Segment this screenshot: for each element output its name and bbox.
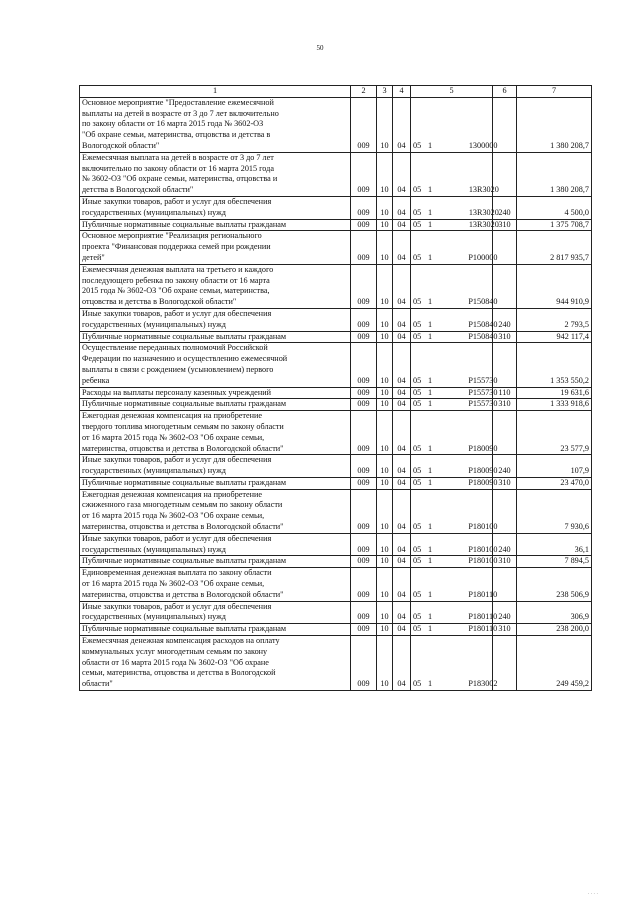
ministry-code: 009: [351, 264, 377, 308]
ministry-code: 009: [351, 568, 377, 601]
section-code: 10: [377, 219, 393, 231]
subsection-code: 04: [393, 411, 411, 455]
section-code: 10: [377, 556, 393, 568]
expense-type-code: 310: [493, 399, 517, 411]
target-article-part: P1: [468, 319, 477, 329]
row-name: Иные закупки товаров, работ и услуг для обеспечения государственных (муниципальных) нужд: [80, 533, 351, 556]
table-row: [80, 533, 592, 556]
target-article-code: [411, 196, 499, 219]
table-row: [80, 477, 592, 489]
row-name: Публичные нормативные социальные выплаты гражданам: [80, 219, 351, 231]
row-name: Основное мероприятие "Предоставление ежемесячной выплаты на детей в возрасте от 3 до 7 лет включительно по закону области от 16 марта 2015 года № 3602-ОЗ "Об охране семьи, материнства, отцовства и детства в Вологодской области": [80, 97, 351, 152]
header-cell: 6: [493, 86, 517, 98]
amount: 944 910,9: [517, 264, 592, 308]
section-code: 10: [377, 196, 393, 219]
section-code: 10: [377, 231, 393, 264]
header-cell: 4: [393, 86, 411, 98]
target-article-part: P1: [468, 252, 477, 262]
row-name: Ежемесячная денежная выплата на третьего и каждого последующего ребенка по закону области от 16 марта 2015 года № 3602-ОЗ "Об охране семьи, материнства, отцовства и детства в Вологодской области": [80, 264, 351, 308]
target-article-part: 1: [428, 252, 433, 262]
target-article-part: 55730: [477, 387, 498, 397]
target-article-part: P1: [468, 624, 477, 634]
target-article-part: 1: [428, 399, 433, 409]
target-article-code: [411, 331, 498, 343]
ministry-code: 009: [351, 331, 377, 343]
target-article-code: [411, 308, 498, 331]
section-code: 10: [377, 533, 393, 556]
table-row: [80, 636, 592, 691]
section-code: 10: [377, 601, 393, 624]
subsection-code: 04: [393, 399, 411, 411]
target-article-part: 1: [428, 185, 433, 195]
row-name: Иные закупки товаров, работ и услуг для обеспечения государственных (муниципальных) нужд: [80, 601, 351, 624]
target-article-part: 13: [468, 219, 477, 229]
target-article-part: 05: [413, 589, 422, 599]
section-code: 10: [377, 411, 393, 455]
amount: 23 577,9: [517, 411, 592, 455]
target-article-part: 13: [468, 140, 477, 150]
target-article-part: 05: [413, 297, 422, 307]
amount: 19 631,6: [517, 387, 592, 399]
ministry-code: 009: [351, 231, 377, 264]
target-article-part: R3020: [477, 207, 499, 217]
table-row: [80, 556, 592, 568]
table-row: [80, 97, 592, 152]
subsection-code: 04: [393, 331, 411, 343]
section-code: 10: [377, 636, 393, 691]
target-article-part: 05: [413, 556, 422, 566]
amount: 249 459,2: [517, 636, 592, 691]
target-article-part: 80090: [477, 477, 498, 487]
target-article-part: P1: [468, 556, 477, 566]
ministry-code: 009: [351, 477, 377, 489]
subsection-code: 04: [393, 624, 411, 636]
target-article-part: 05: [413, 219, 422, 229]
target-article-part: 1: [428, 375, 433, 385]
target-article-part: 05: [413, 399, 422, 409]
target-article-code: [411, 568, 498, 601]
target-article-part: 1: [428, 589, 433, 599]
target-article-part: 80100: [477, 522, 498, 532]
target-article-part: 00000: [477, 252, 498, 262]
ministry-code: 009: [351, 636, 377, 691]
table-row: [80, 231, 592, 264]
row-name: Ежемесячная выплата на детей в возрасте от 3 до 7 лет включительно по закону области от 16 марта 2015 года № 3602-ОЗ "Об охране семьи, материнства, отцовства и детства в Вологодской области": [80, 152, 351, 196]
target-article-part: P1: [468, 679, 477, 689]
header-row: [80, 86, 592, 98]
amount: 7 894,5: [517, 556, 592, 568]
target-article-part: 13: [468, 185, 477, 195]
target-article-part: P1: [468, 331, 477, 341]
ministry-code: 009: [351, 411, 377, 455]
subsection-code: 04: [393, 387, 411, 399]
target-article-part: 05: [413, 443, 422, 453]
table-row: [80, 196, 592, 219]
amount: 36,1: [517, 533, 592, 556]
target-article-part: P1: [468, 477, 477, 487]
section-code: 10: [377, 477, 393, 489]
subsection-code: 04: [393, 455, 411, 478]
target-article-part: 80110: [477, 612, 498, 622]
target-article-part: 1: [428, 140, 433, 150]
section-code: 10: [377, 455, 393, 478]
table-row: [80, 308, 592, 331]
target-article-code: [411, 231, 498, 264]
subsection-code: 04: [393, 308, 411, 331]
target-article-part: R3020: [477, 219, 499, 229]
section-code: 10: [377, 264, 393, 308]
row-name: Иные закупки товаров, работ и услуг для обеспечения государственных (муниципальных) нужд: [80, 308, 351, 331]
target-article-part: 55730: [477, 375, 498, 385]
row-name: Ежемесячная денежная компенсация расходов на оплату коммунальных услуг многодетным семьям по закону области от 16 марта 2015 года № 3602-ОЗ "Об охране семьи, материнства, отцовства и детства в Вологодской области": [80, 636, 351, 691]
amount: 306,9: [517, 601, 592, 624]
row-name: Публичные нормативные социальные выплаты гражданам: [80, 624, 351, 636]
amount: 1 380 208,7: [517, 97, 592, 152]
target-article-part: R3020: [477, 185, 499, 195]
subsection-code: 04: [393, 97, 411, 152]
page-number: 50: [316, 44, 324, 52]
section-code: 10: [377, 343, 393, 387]
target-article-part: 1: [428, 207, 433, 217]
expense-type-code: 240: [493, 601, 517, 624]
subsection-code: 04: [393, 533, 411, 556]
target-article-part: P1: [468, 522, 477, 532]
subsection-code: 04: [393, 343, 411, 387]
target-article-part: 83002: [477, 679, 498, 689]
target-article-part: 1: [428, 331, 433, 341]
target-article-part: 50840: [477, 297, 498, 307]
table-row: [80, 411, 592, 455]
ministry-code: 009: [351, 455, 377, 478]
target-article-part: 1: [428, 387, 433, 397]
section-code: 10: [377, 624, 393, 636]
target-article-part: P1: [468, 443, 477, 453]
target-article-part: 1: [428, 544, 433, 554]
header-cell: 5: [411, 86, 493, 98]
target-article-code: [411, 219, 499, 231]
amount: 942 117,4: [517, 331, 592, 343]
amount: 1 353 550,2: [517, 343, 592, 387]
table-row: [80, 624, 592, 636]
subsection-code: 04: [393, 636, 411, 691]
ministry-code: 009: [351, 343, 377, 387]
target-article-part: 05: [413, 185, 422, 195]
target-article-part: 05: [413, 207, 422, 217]
target-article-part: 1: [428, 624, 433, 634]
row-name: Публичные нормативные социальные выплаты гражданам: [80, 399, 351, 411]
expense-type-code: 310: [493, 219, 517, 231]
table-row: [80, 264, 592, 308]
target-article-part: P1: [468, 612, 477, 622]
target-article-part: 1: [428, 679, 433, 689]
subsection-code: 04: [393, 601, 411, 624]
target-article-part: P1: [468, 466, 477, 476]
subsection-code: 04: [393, 568, 411, 601]
header-cell: 3: [377, 86, 393, 98]
table-body: [80, 97, 592, 690]
target-article-code: [411, 264, 498, 308]
target-article-part: 1: [428, 297, 433, 307]
target-article-code: [411, 343, 498, 387]
target-article-part: P1: [468, 387, 477, 397]
amount: 1 380 208,7: [517, 152, 592, 196]
expense-type-code: 240: [493, 455, 517, 478]
expense-type-code: 310: [493, 624, 517, 636]
target-article-part: P1: [468, 375, 477, 385]
row-name: Ежегодная денежная компенсация на приобретение твердого топлива многодетным семьям по закону области от 16 марта 2015 года № 3602-ОЗ "Об охране семьи, материнства, отцовства и детства в Вологодской области": [80, 411, 351, 455]
section-code: 10: [377, 97, 393, 152]
row-name: Расходы на выплаты персоналу казенных учреждений: [80, 387, 351, 399]
row-name: Ежегодная денежная компенсация на приобретение сжиженного газа многодетным семьям по закону области от 16 марта 2015 года № 3602-ОЗ "Об охране семьи, материнства, отцовства и детства в Вологодской области": [80, 489, 351, 533]
target-article-code: [411, 477, 498, 489]
target-article-part: 05: [413, 140, 422, 150]
row-name: Иные закупки товаров, работ и услуг для обеспечения государственных (муниципальных) нужд: [80, 455, 351, 478]
section-code: 10: [377, 399, 393, 411]
amount: 238 200,0: [517, 624, 592, 636]
subsection-code: 04: [393, 264, 411, 308]
target-article-code: [411, 399, 498, 411]
expense-type-code: 310: [493, 331, 517, 343]
ministry-code: 009: [351, 533, 377, 556]
amount: 2 793,5: [517, 308, 592, 331]
row-name: Иные закупки товаров, работ и услуг для обеспечения государственных (муниципальных) нужд: [80, 196, 351, 219]
target-article-part: 05: [413, 319, 422, 329]
target-article-part: 1: [428, 612, 433, 622]
subsection-code: 04: [393, 477, 411, 489]
target-article-part: 05: [413, 387, 422, 397]
target-article-part: 1: [428, 522, 433, 532]
target-article-code: [411, 624, 498, 636]
target-article-part: 1: [428, 319, 433, 329]
ministry-code: 009: [351, 219, 377, 231]
ministry-code: 009: [351, 308, 377, 331]
target-article-part: 80100: [477, 556, 498, 566]
section-code: 10: [377, 489, 393, 533]
amount: 1 333 918,6: [517, 399, 592, 411]
table-row: [80, 399, 592, 411]
row-name: Публичные нормативные социальные выплаты гражданам: [80, 556, 351, 568]
amount: 1 375 708,7: [517, 219, 592, 231]
amount: 23 470,0: [517, 477, 592, 489]
target-article-code: [411, 556, 498, 568]
expense-type-code: 110: [493, 387, 517, 399]
amount: 238 506,9: [517, 568, 592, 601]
expense-type-code: 240: [493, 196, 517, 219]
expense-type-code: 310: [493, 556, 517, 568]
target-article-part: 05: [413, 522, 422, 532]
expense-type-code: 310: [493, 477, 517, 489]
ministry-code: 009: [351, 489, 377, 533]
table-row: [80, 489, 592, 533]
section-code: 10: [377, 308, 393, 331]
target-article-part: 80100: [477, 544, 498, 554]
table-row: [80, 343, 592, 387]
amount: 4 500,0: [517, 196, 592, 219]
expense-type-code: 240: [493, 308, 517, 331]
section-code: 10: [377, 331, 393, 343]
target-article-part: 1: [428, 219, 433, 229]
target-article-part: 05: [413, 612, 422, 622]
target-article-part: P1: [468, 399, 477, 409]
target-article-part: 05: [413, 252, 422, 262]
target-article-part: 05: [413, 466, 422, 476]
row-name: Публичные нормативные социальные выплаты гражданам: [80, 331, 351, 343]
table-row: [80, 601, 592, 624]
section-code: 10: [377, 568, 393, 601]
table-row: [80, 568, 592, 601]
target-article-code: [411, 97, 498, 152]
ministry-code: 009: [351, 387, 377, 399]
target-article-code: [411, 601, 498, 624]
amount: 7 930,6: [517, 489, 592, 533]
target-article-code: [411, 455, 498, 478]
target-article-part: 1: [428, 477, 433, 487]
table-row: [80, 152, 592, 196]
target-article-part: 50840: [477, 319, 498, 329]
subsection-code: 04: [393, 489, 411, 533]
scan-mark: · · · ·: [587, 892, 598, 897]
target-article-part: P1: [468, 297, 477, 307]
row-name: Публичные нормативные социальные выплаты гражданам: [80, 477, 351, 489]
row-name: Основное мероприятие "Реализация регионального проекта "Финансовая поддержка семей при рождении детей": [80, 231, 351, 264]
header-cell: 1: [80, 86, 351, 98]
section-code: 10: [377, 387, 393, 399]
ministry-code: 009: [351, 152, 377, 196]
subsection-code: 04: [393, 152, 411, 196]
ministry-code: 009: [351, 601, 377, 624]
target-article-part: 80110: [477, 624, 498, 634]
amount: 107,9: [517, 455, 592, 478]
target-article-part: 05: [413, 331, 422, 341]
ministry-code: 009: [351, 97, 377, 152]
target-article-part: 00000: [477, 140, 498, 150]
row-name: Осуществление переданных полномочий Российской Федерации по назначению и осуществлению ежемесячной выплаты в связи с рождением (усыновлением) первого ребенка: [80, 343, 351, 387]
table-row: [80, 219, 592, 231]
target-article-part: P1: [468, 544, 477, 554]
target-article-part: 05: [413, 624, 422, 634]
amount: 2 817 935,7: [517, 231, 592, 264]
target-article-part: P1: [468, 589, 477, 599]
ministry-code: 009: [351, 624, 377, 636]
table-row: [80, 387, 592, 399]
target-article-code: [411, 489, 498, 533]
subsection-code: 04: [393, 219, 411, 231]
target-article-part: 1: [428, 443, 433, 453]
target-article-code: [411, 387, 498, 399]
target-article-part: 55730: [477, 399, 498, 409]
target-article-part: 50840: [477, 331, 498, 341]
budget-table: [79, 85, 592, 691]
target-article-part: 1: [428, 556, 433, 566]
subsection-code: 04: [393, 231, 411, 264]
target-article-part: 80090: [477, 443, 498, 453]
target-article-part: 80110: [477, 589, 498, 599]
target-article-code: [411, 411, 498, 455]
target-article-part: 05: [413, 679, 422, 689]
target-article-part: 1: [428, 466, 433, 476]
table-row: [80, 331, 592, 343]
ministry-code: 009: [351, 556, 377, 568]
subsection-code: 04: [393, 556, 411, 568]
target-article-code: [411, 533, 498, 556]
expense-type-code: 240: [493, 533, 517, 556]
header-cell: 2: [351, 86, 377, 98]
ministry-code: 009: [351, 399, 377, 411]
target-article-part: 05: [413, 375, 422, 385]
subsection-code: 04: [393, 196, 411, 219]
target-article-part: 05: [413, 544, 422, 554]
target-article-code: [411, 636, 498, 691]
table-row: [80, 455, 592, 478]
target-article-part: 80090: [477, 466, 498, 476]
target-article-part: 13: [468, 207, 477, 217]
target-article-part: 05: [413, 477, 422, 487]
header-cell: 7: [517, 86, 592, 98]
ministry-code: 009: [351, 196, 377, 219]
section-code: 10: [377, 152, 393, 196]
target-article-code: [411, 152, 499, 196]
row-name: Единовременная денежная выплата по закону области от 16 марта 2015 года № 3602-ОЗ "Об охране семьи, материнства, отцовства и детства в Вологодской области": [80, 568, 351, 601]
